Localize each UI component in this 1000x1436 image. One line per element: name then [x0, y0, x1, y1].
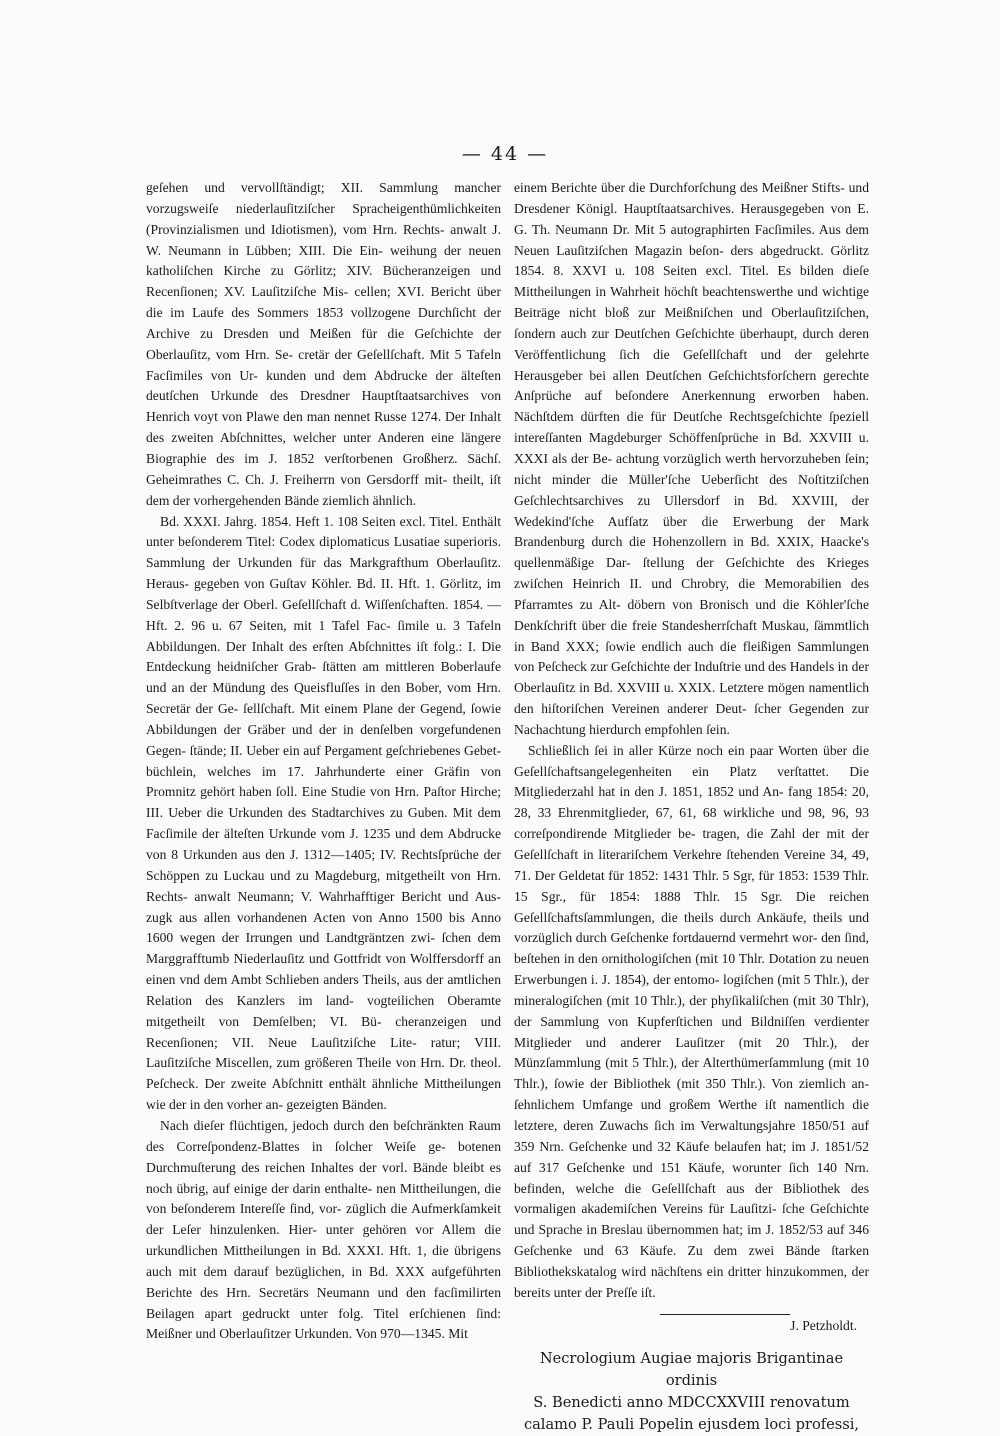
- paragraph-continuation: geſehen und vervollſtändigt; XII. Sammlung mancher vorzugsweiſe niederlauſitziſcher Spracheigenthümlichkeiten (Provinzialismen und Idiotismen), vom Hrn. Rechts- anwalt J. W. Neumann in Lübben; XIII. Die Ein- weihung der neuen katholiſchen Kirche zu Görlitz; XIV. Bücheranzeigen und Recenſionen; XV. Lauſitziſche Mis- cellen; XVI. Bericht über die im Laufe des Sommers 1853 vollzogene Durchſicht der Archive zu Dresden und Meißen für die Geſchichte der Oberlauſitz, vom Hrn. Se- cretär der Geſellſchaft. Mit 5 Tafeln Facſimiles von Ur- kunden und dem Abdrucke der älteſten deutſchen Urkunde des Dresdner Hauptſtaatsarchives von Henrich voyt von Plawe den man nennet Russe 1274. Der Inhalt des zweiten Abſchnittes, welcher unter Anderen eine längere Biographie des im J. 1852 verſtorbenen Großherz. Sächſ. Geheimrathes C. Ch. J. Freiherrn von Gersdorff mit- theilt, iſt dem der vorhergehenden Bände ziemlich ähnlich.: [146, 180, 501, 508]
- left-column: [146, 178, 501, 1345]
- paragraph-urkunden: einem Berichte über die Durchforſchung des Meißner Stifts- und Dresdener Königl. Hauptſtaatsarchives. Herausgegeben von E. G. Th. Neumann Dr. Mit 5 autographirten Facſimiles. Aus dem Neuen Lauſitziſchen Magazin beſon- ders abgedruckt. Görlitz 1854. 8. XXVI u. 108 Seiten excl. Titel. Es bilden dieſe Mittheilungen in Wahrheit höchſt beachtenswerthe und wichtige Beiträge nicht bloß zur Meißniſchen und Oberlauſitziſchen, ſondern auch zur Deutſchen Geſchichte überhaupt, durch deren Veröffentlichung ſich die Geſellſchaft und der gelehrte Herausgeber bei allen Deutſchen Geſchichtsforſchern gerechte Anſprüche auf beſondere Anerkennung erworben haben. Nächſtdem dürften die für Deutſche Rechtsgeſchichte ſpeziell intereſſanten Magdeburger Schöffenſprüche in Bd. XXVIII u. XXXI als der Be- achtung vorzüglich werth hervorzuheben ſein; nicht minder die Müller'ſche Ueberſicht des Noſtitziſchen Geſchlechtsarchives zu Ullersdorf in Bd. XXVIII, der Wedekind'ſche Aufſatz über die Erwerbung der Mark Brandenburg durch die Hohenzollern in Bd. XXIX, Haacke's quellenmäßige Dar- ſtellung der Geſchichte des Krieges zwiſchen Heinrich II. und Chrobry, die Memorabilien des Pfarramtes zu Alt- döbern von Bronisch und die Köhler'ſche Denkſchrift über die freie Standesherrſchaft Muskau, ſämmtlich in Band XXX; ſowie endlich auch die fleißigen Sammlungen von Peſcheck zur Geſchichte der Induſtrie und des Handels in der Oberlauſitz in Bd. XXVIII u. XXIX. Letztere mögen namentlich den hiſtoriſchen Vereinen anderer Deut- ſcher Gegenden zur Nachachtung hierdurch empfohlen ſein.: [514, 180, 869, 737]
- right-column: [514, 178, 869, 1436]
- necrologium-heading: [514, 1348, 869, 1436]
- necrologium-line: Necrologium Augiae majoris Brigantinae ordinis: [539, 1350, 844, 1390]
- author-signature: J. Petzholdt.: [790, 1317, 857, 1333]
- necrologium-line: S. Benedicti anno MDCCXXVIII renovatum: [533, 1394, 850, 1412]
- paragraph-society-affairs: Schließlich ſei in aller Kürze noch ein paar Worten über die Geſellſchaftsangelegenheiten ein Platz verſtattet. Die Mitgliederzahl hat in den J. 1851, 1852 und An- fang 1854: 20, 28, 33 Ehrenmitglieder, 67, 61, 68 wirkliche und 98, 96, 93 correſpondirende Mitglieder be- tragen, die Zahl der mit der Geſellſchaft in literariſchem Verkehre ſtehenden Vereine 34, 49, 71. Der Geldetat für 1852: 1431 Thlr. 5 Sgr, für 1853: 1539 Thlr. 15 Sgr., für 1854: 1888 Thlr. 15 Sgr. Die reichen Geſellſchaftsſammlungen, die theils durch Ankäufe, theils und vorzüglich durch Geſchenke fortdauernd vermehrt wor- den ſind, beſtehen in den ornithologiſchen (mit 10 Thlr. Dotation zu neuen Erwerbungen i. J. 1854), der entomo- logiſchen (mit 5 Thlr.), der mineralogiſchen (mit 10 Thlr.), der phyſikaliſchen (mit 30 Thlr), der Sammlung von Kupferſtichen und Bildniſſen verdienter Mitglieder und anderer Lauſitzer (mit 20 Thlr.), der Münzſammlung (mit 5 Thlr.), der Alterthümerſammlung (mit 10 Thlr.), ſowie der Bibliothek (mit 350 Thlr.). Von ziemlich an- ſehnlichem Umfange und großem Werthe iſt namentlich die letztere, deren Zuwachs ſich im Verwaltungsjahre 1850/51 auf 359 Nrn. Geſchenke und 32 Käufe belaufen hat; im J. 1851/52 auf 317 Geſchenke und 151 Käufe, worunter ſich 140 Nrn. befinden, welche die Geſellſchaft aus der Bibliothek des vormaligen akademiſchen Vereins für Lauſitzi- ſche Geſchichte und Sprache in Breslau übernommen hat; im J. 1852/53 auf 346 Geſchenke und 63 Käufe. Zu dem zwei Bände ſtarken Bibliothekskatalog wird nächſtens ein dritter hinzukommen, der bereits unter der Preſſe iſt.: [514, 742, 869, 1300]
- paragraph-review: Nach dieſer flüchtigen, jedoch durch den beſchränkten Raum des Correſpondenz-Blattes in ſolcher Weiſe ge- botenen Durchmuſterung des reichen Inhaltes der vorl. Bände bleibt es noch übrig, auf einige der darin enthalte- nen Mittheilungen, die von beſonderem Intereſſe ſind, vor- züglich die Aufmerkſamkeit der Leſer hinzulenken. Hier- unter gehören vor Allem die urkundlichen Mittheilungen in Bd. XXXI. Hft. 1, die übrigens auch mit dem darauf bezüglichen, in Bd. XXX aufgeführten Berichte des Hrn. Secretärs Neumann und den facſimilirten Beilagen apart gedruckt unter folg. Titel erſchienen ſind: Meißner und Oberlauſitzer Urkunden. Von 970—1345. Mit: [146, 1117, 501, 1342]
- page-number: — 44 —: [461, 143, 549, 165]
- paragraph-band-xxxi: Bd. XXXI. Jahrg. 1854. Heft 1. 108 Seiten excl. Titel. Enthält unter beſonderem Titel: Codex diplomaticus Lusatiae superioris. Sammlung der Urkunden für das Markgrafthum Oberlauſitz. Heraus- gegeben von Guſtav Köhler. Bd. II. Hft. 1. Görlitz, im Selbſtverlage der Oberl. Geſellſchaft d. Wiſſenſchaften. 1854. — Hft. 2. 96 u. 67 Seiten, mit 1 Tafel Fac- ſimile u. 3 Tafeln Abbildungen. Der Inhalt des erſten Abſchnittes iſt folg.: I. Die Entdeckung heidniſcher Grab- ſtätten am mittleren Boberlaufe und an der Mündung des Queisfluſſes in den Bober, vom Hrn. Secretär der Ge- ſellſchaft. Mit einem Plane der Gegend, ſowie Abbildungen der Gräber und der in denſelben vorgefundenen Gegen- ſtände; II. Ueber ein auf Pergament geſchriebenes Gebet- büchlein, welches im 17. Jahrhunderte einer Gräfin von Promnitz gehört haben ſoll. Eine Studie von Hrn. Paſtor Hirche; III. Ueber die Urkunden des Stadtarchives zu Guben. Mit dem Facſimile der älteſten Urkunde vom J. 1235 und dem Abdrucke von 8 Urkunden aus den J. 1312—1405; IV. Rechtsſprüche der Schöppen zu Luckau und zu Magdeburg, mitgetheilt von Hrn. Rechts- anwalt Neumann; V. Wahrhafftiger Bericht und Aus- zugk aus allen vorhandenen Acten von Anno 1500 bis Anno 1600 wegen der Irrungen und Landtgräntzen zwi- ſchen dem Marggrafftumb Niederlauſitz und Gottfridt von Wolffersdorff an einen vnd dem Ambt Schlieben anders Theils, aus der amtlichen Relation des Kanzlers im land- vogteilichen Oberamte mitgetheilt von Demſelben; VI. Bü- cheranzeigen und Recenſionen; VII. Neue Lauſitziſche Lite- ratur; VIII. Lauſitziſche Miscellen, zum größeren Theile von Hrn. Dr. theol. Peſcheck. Der zweite Abſchnitt enthält ähnliche Mittheilungen wie der in den vorher an- gezeigten Bänden.: [146, 513, 501, 1113]
- signature-rule: [660, 1314, 790, 1315]
- necrologium-line: calamo P. Pauli Popelin ejusdem loci professi,: [523, 1416, 860, 1434]
